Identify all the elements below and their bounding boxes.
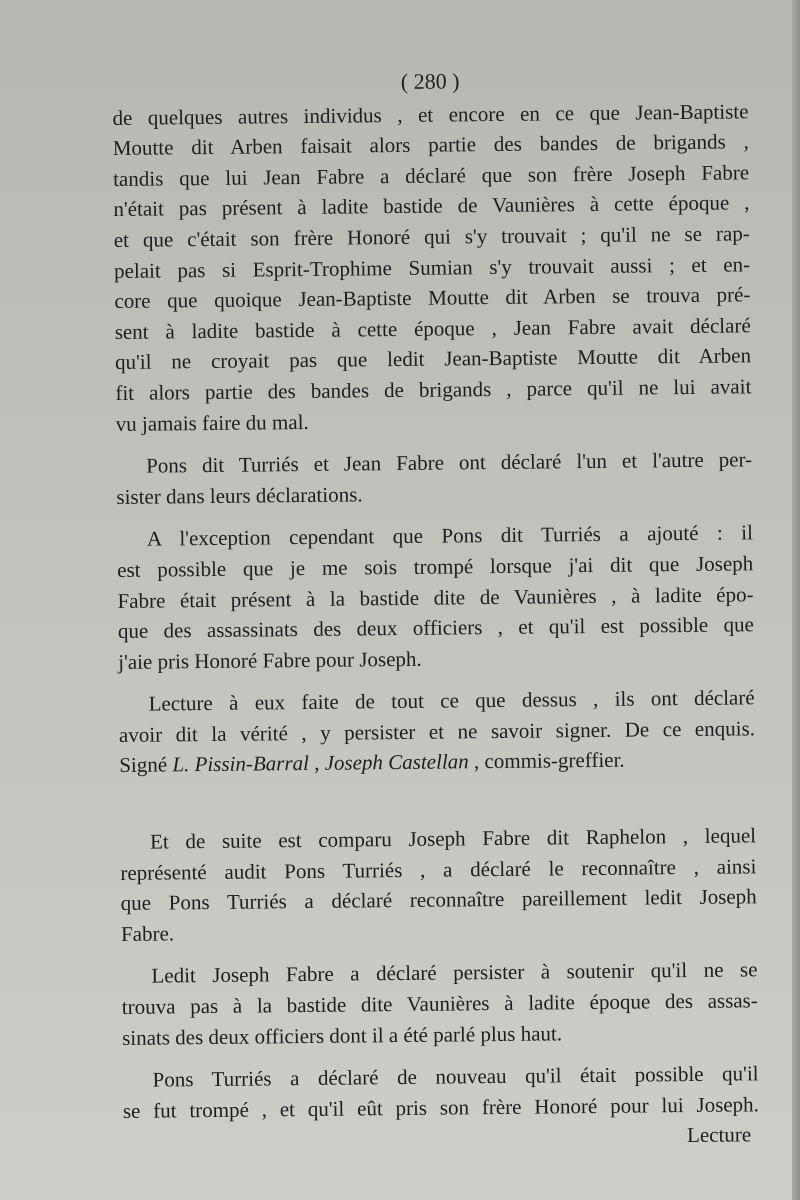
text-line: que des assassinats des deux officiers , et qu'il est possible que <box>117 612 754 644</box>
paragraph-2 <box>116 444 753 512</box>
paragraph-4 <box>118 683 755 781</box>
text-line: Fabre. <box>120 921 175 946</box>
text-line: core que quoique Jean-Baptiste Moutte dit Arben se trouva pré- <box>114 282 751 314</box>
signature-separator: , <box>314 751 320 776</box>
text-line: vu jamais faire du mal. <box>115 409 309 436</box>
text-line: fit alors partie des bandes de brigands , parce qu'il ne lui avait <box>115 374 752 405</box>
text-line: Fabre était présent à la bastide dite de Vaunières , à ladite épo- <box>117 581 754 613</box>
page-number: ( 280 ) <box>400 68 460 94</box>
signature-suffix: , commis-greffier. <box>473 748 625 774</box>
text-line: sinats des deux officiers dont il a été parlé plus haut. <box>122 1020 563 1050</box>
text-line: j'aie pris Honoré Fabre pour Joseph. <box>118 646 422 674</box>
paragraph-7 <box>122 1059 759 1127</box>
text-line: tandis que lui Jean Fabre a déclaré que son frère Joseph Fabre <box>113 160 750 191</box>
text-line: représenté audit Pons Turriés , a déclaré le reconnaître , ainsi <box>120 853 757 885</box>
signature-prefix: Signé <box>119 752 168 778</box>
page-edge <box>792 0 800 1200</box>
text-line: A l'exception cependant que Pons dit Turriés a ajouté : il <box>146 520 754 551</box>
text-line: n'était pas présent à ladite bastide de Vaunières à cette époque , <box>113 190 750 222</box>
text-line: qu'il ne croyait pas que ledit Jean-Baptiste Moutte dit Arben <box>114 343 752 375</box>
text-line: trouva pas à la bastide dite Vaunières à ladite époque des assas- <box>121 988 758 1019</box>
text-line: Et de suite est comparu Joseph Fabre dit Raphelon , lequel <box>149 823 757 854</box>
paragraph-1 <box>112 96 751 439</box>
text-line: Ledit Joseph Fabre a déclaré persister à soutenir qu'il ne se <box>151 957 758 989</box>
signature-line <box>119 744 755 781</box>
text-line: sister dans leurs déclarations. <box>116 482 363 509</box>
text-line: pelait pas si Esprit-Trophime Sumian s'y trouvait aussi ; et en- <box>113 251 751 283</box>
text-line: de quelques autres individus , et encore en ce que Jean-Baptiste <box>112 98 749 130</box>
text-line: avoir dit la vérité , y persister et ne savoir signer. De ce enquis. <box>118 716 756 747</box>
text-line: Lecture à eux faite de tout ce que dessus , ils ont déclaré <box>148 685 755 716</box>
paragraph-3 <box>117 518 755 678</box>
signatory-1: L. Pissin-Barral <box>172 751 310 777</box>
signatory-2: Joseph Castellan <box>324 749 469 776</box>
text-line: sent à ladite bastide à cette époque , Jean Fabre avait déclaré <box>114 313 751 344</box>
text-line: et que c'était son frère Honoré qui s'y trouvait ; qu'il ne se rap- <box>113 221 750 252</box>
text-line: est possible que je me sois trompé lorsque j'ai dit que Joseph <box>117 551 754 582</box>
text-line: que Pons Turriés a déclaré reconnaître pareillement ledit Joseph <box>120 884 757 916</box>
paragraph-6 <box>121 955 758 1053</box>
text-line: Pons Turriés a déclaré de nouveau qu'il était possible qu'il <box>152 1061 759 1092</box>
catchword: Lecture <box>686 1122 752 1148</box>
text-line: Moutte dit Arben faisait alors partie des bandes de brigands , <box>112 129 749 161</box>
paragraph-5 <box>120 820 757 949</box>
text-line: Pons dit Turriés et Jean Fabre ont déclaré l'un et l'autre per- <box>146 447 753 478</box>
text-line: se fut trompé , et qu'il eût pris son frère Honoré pour lui Joseph. <box>122 1092 759 1123</box>
text-block <box>112 63 759 1157</box>
